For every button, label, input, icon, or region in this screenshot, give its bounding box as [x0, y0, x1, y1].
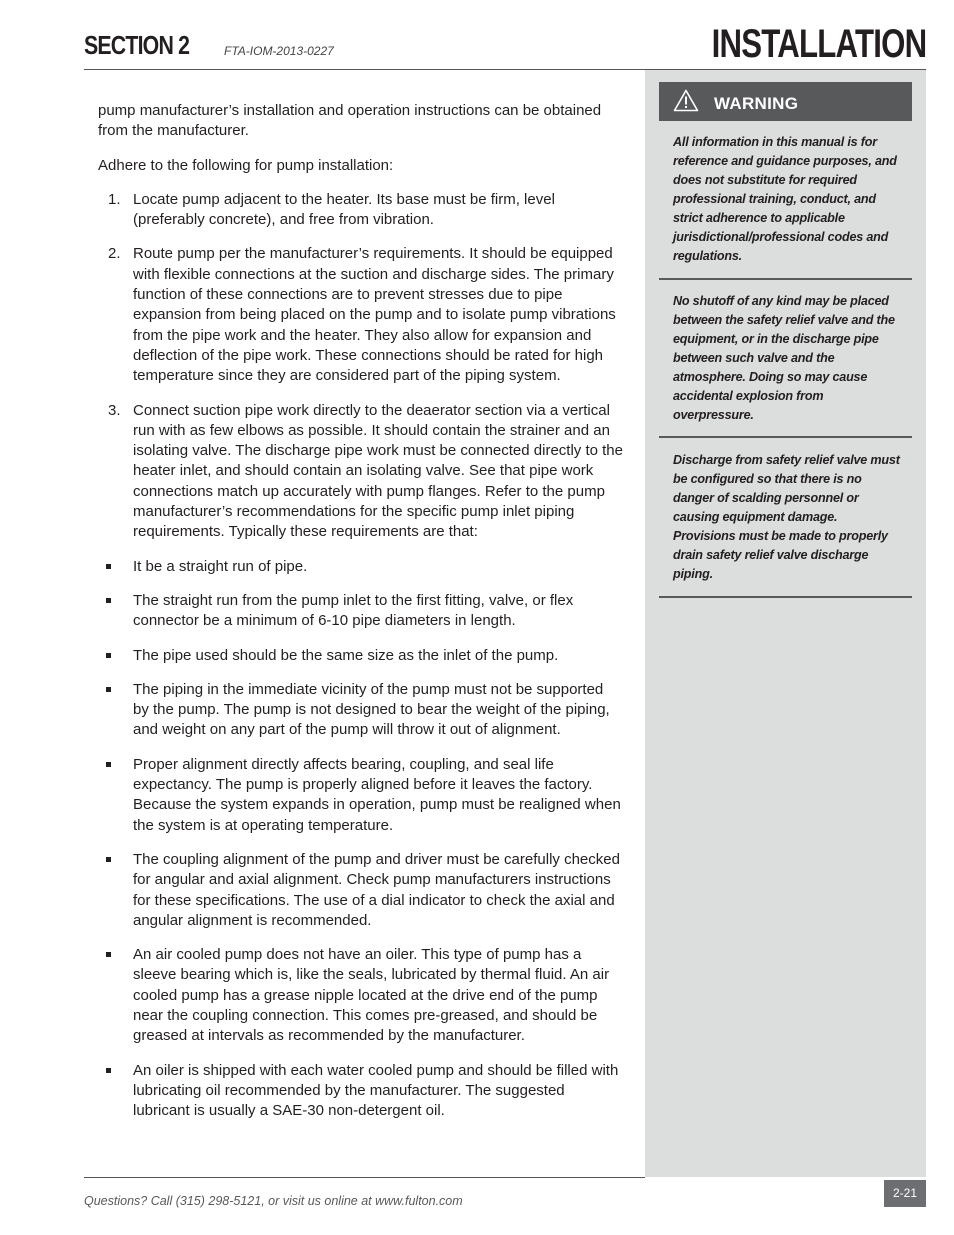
item-text: An air cooled pump does not have an oiler. This type of pump has a sleeve bearing which is, like the seals, lubricated by thermal fluid. An air cooled pump has a grease nipple located at the drive end of the pump near the coupling connection. This comes pre-greased, and should be greased at intervals as recommended by the manufacturer. — [133, 946, 610, 1045]
item-text: Connect suction pipe work directly to the deaerator section via a vertical run with as few elbows as possible. It should contain the strainer and an isolating valve. The discharge pipe work must be connected directly to the heater inlet, and should contain an isolating valve. See that pipe work connections match up accurately with pump flanges. Refer to the pump manufacturer’s recommendations for the specific pump inlet piping requirements. Typically these requirements are that: — [133, 401, 623, 541]
item-number: 3. — [108, 401, 121, 419]
bullet-item — [98, 850, 623, 931]
numbered-item — [98, 401, 623, 543]
square-bullet-icon — [106, 598, 111, 603]
numbered-item — [98, 190, 623, 231]
item-number: 1. — [108, 190, 121, 208]
item-text: The coupling alignment of the pump and driver must be carefully checked for angular and axial alignment. Check pump manufacturers instructions for these specifications. The use of a dial indicator to check the axial and angular alignment is recommended. — [133, 850, 620, 929]
item-text: Locate pump adjacent to the heater. Its base must be firm, level (preferably concrete), and free from vibration. — [133, 190, 555, 229]
intro-paragraph: pump manufacturer’s installation and operation instructions can be obtained from the manufacturer. — [98, 102, 602, 140]
warning-note: Discharge from safety relief valve must be configured so that there is no danger of scalding personnel or causing equipment damage. Provisions must be made to properly drain safety relief valve discharge piping. — [673, 453, 900, 581]
note-divider — [659, 436, 912, 438]
item-text: The piping in the immediate vicinity of the pump must not be supported by the pump. The pump is not designed to bear the weight of the piping, and weight on any part of the pump will throw it out of alignment. — [133, 680, 610, 739]
bullet-item — [98, 1061, 623, 1122]
square-bullet-icon — [106, 1068, 111, 1073]
note-divider — [659, 278, 912, 280]
bullet-item — [98, 591, 623, 632]
item-text: The pipe used should be the same size as the inlet of the pump. — [133, 646, 559, 664]
main-content — [98, 101, 623, 1135]
warning-label: WARNING — [714, 94, 799, 113]
warning-header — [659, 82, 912, 121]
warning-triangle-icon — [673, 89, 699, 112]
bullet-item — [98, 557, 623, 577]
footer-contact: Questions? Call (315) 298-5121, or visit us online at www.fulton.com — [84, 1194, 463, 1208]
bullet-item — [98, 680, 623, 741]
item-text: The straight run from the pump inlet to the first fitting, valve, or flex connector be a minimum of 6-10 pipe diameters in length. — [133, 591, 574, 630]
bullet-item — [98, 646, 623, 666]
page-title: INSTALLATION — [711, 22, 926, 66]
square-bullet-icon — [106, 952, 111, 957]
section-label: SECTION 2 — [84, 30, 190, 60]
item-text: It be a straight run of pipe. — [133, 557, 308, 575]
item-text: Proper alignment directly affects bearing, coupling, and seal life expectancy. The pump is properly aligned before it leaves the factory. Because the system expands in operation, pump must be realigned when the system is at operating temperature. — [133, 755, 621, 834]
bullet-item — [98, 755, 623, 836]
footer-divider — [84, 1177, 645, 1178]
square-bullet-icon — [106, 762, 111, 767]
lead-paragraph: Adhere to the following for pump installation: — [98, 156, 394, 174]
warning-note: All information in this manual is for reference and guidance purposes, and does not substitute for required professional training, conduct, and strict adherence to applicable jurisdictional/professional codes and regulations. — [673, 135, 897, 263]
numbered-item — [98, 244, 623, 386]
square-bullet-icon — [106, 653, 111, 658]
item-text: Route pump per the manufacturer’s requirements. It should be equipped with flexible connections at the suction and discharge sides. The primary function of these connections are to prevent stresses due to pipe expansion from being placed on the pump and to isolate pump vibrations from the pipe work and the heater. They also allow for expansion and deflection of the pipe work. These connections should be rated for high temperature since they are considered part of the piping system. — [133, 245, 616, 385]
warning-note: No shutoff of any kind may be placed between the safety relief valve and the equipment, or in the discharge pipe between such valve and the atmosphere. Doing so may cause accidental explosion from overpressure. — [673, 294, 895, 422]
square-bullet-icon — [106, 687, 111, 692]
square-bullet-icon — [106, 857, 111, 862]
square-bullet-icon — [106, 564, 111, 569]
item-text: An oiler is shipped with each water cooled pump and should be filled with lubricating oil recommended by the manufacturer. The suggested lubricant is usually a SAE-30 non-detergent oil. — [133, 1061, 619, 1120]
page-number: 2-21 — [884, 1180, 926, 1207]
item-number: 2. — [108, 245, 121, 263]
document-id: FTA-IOM-2013-0227 — [224, 44, 334, 58]
bullet-item — [98, 945, 623, 1046]
note-divider — [659, 596, 912, 598]
